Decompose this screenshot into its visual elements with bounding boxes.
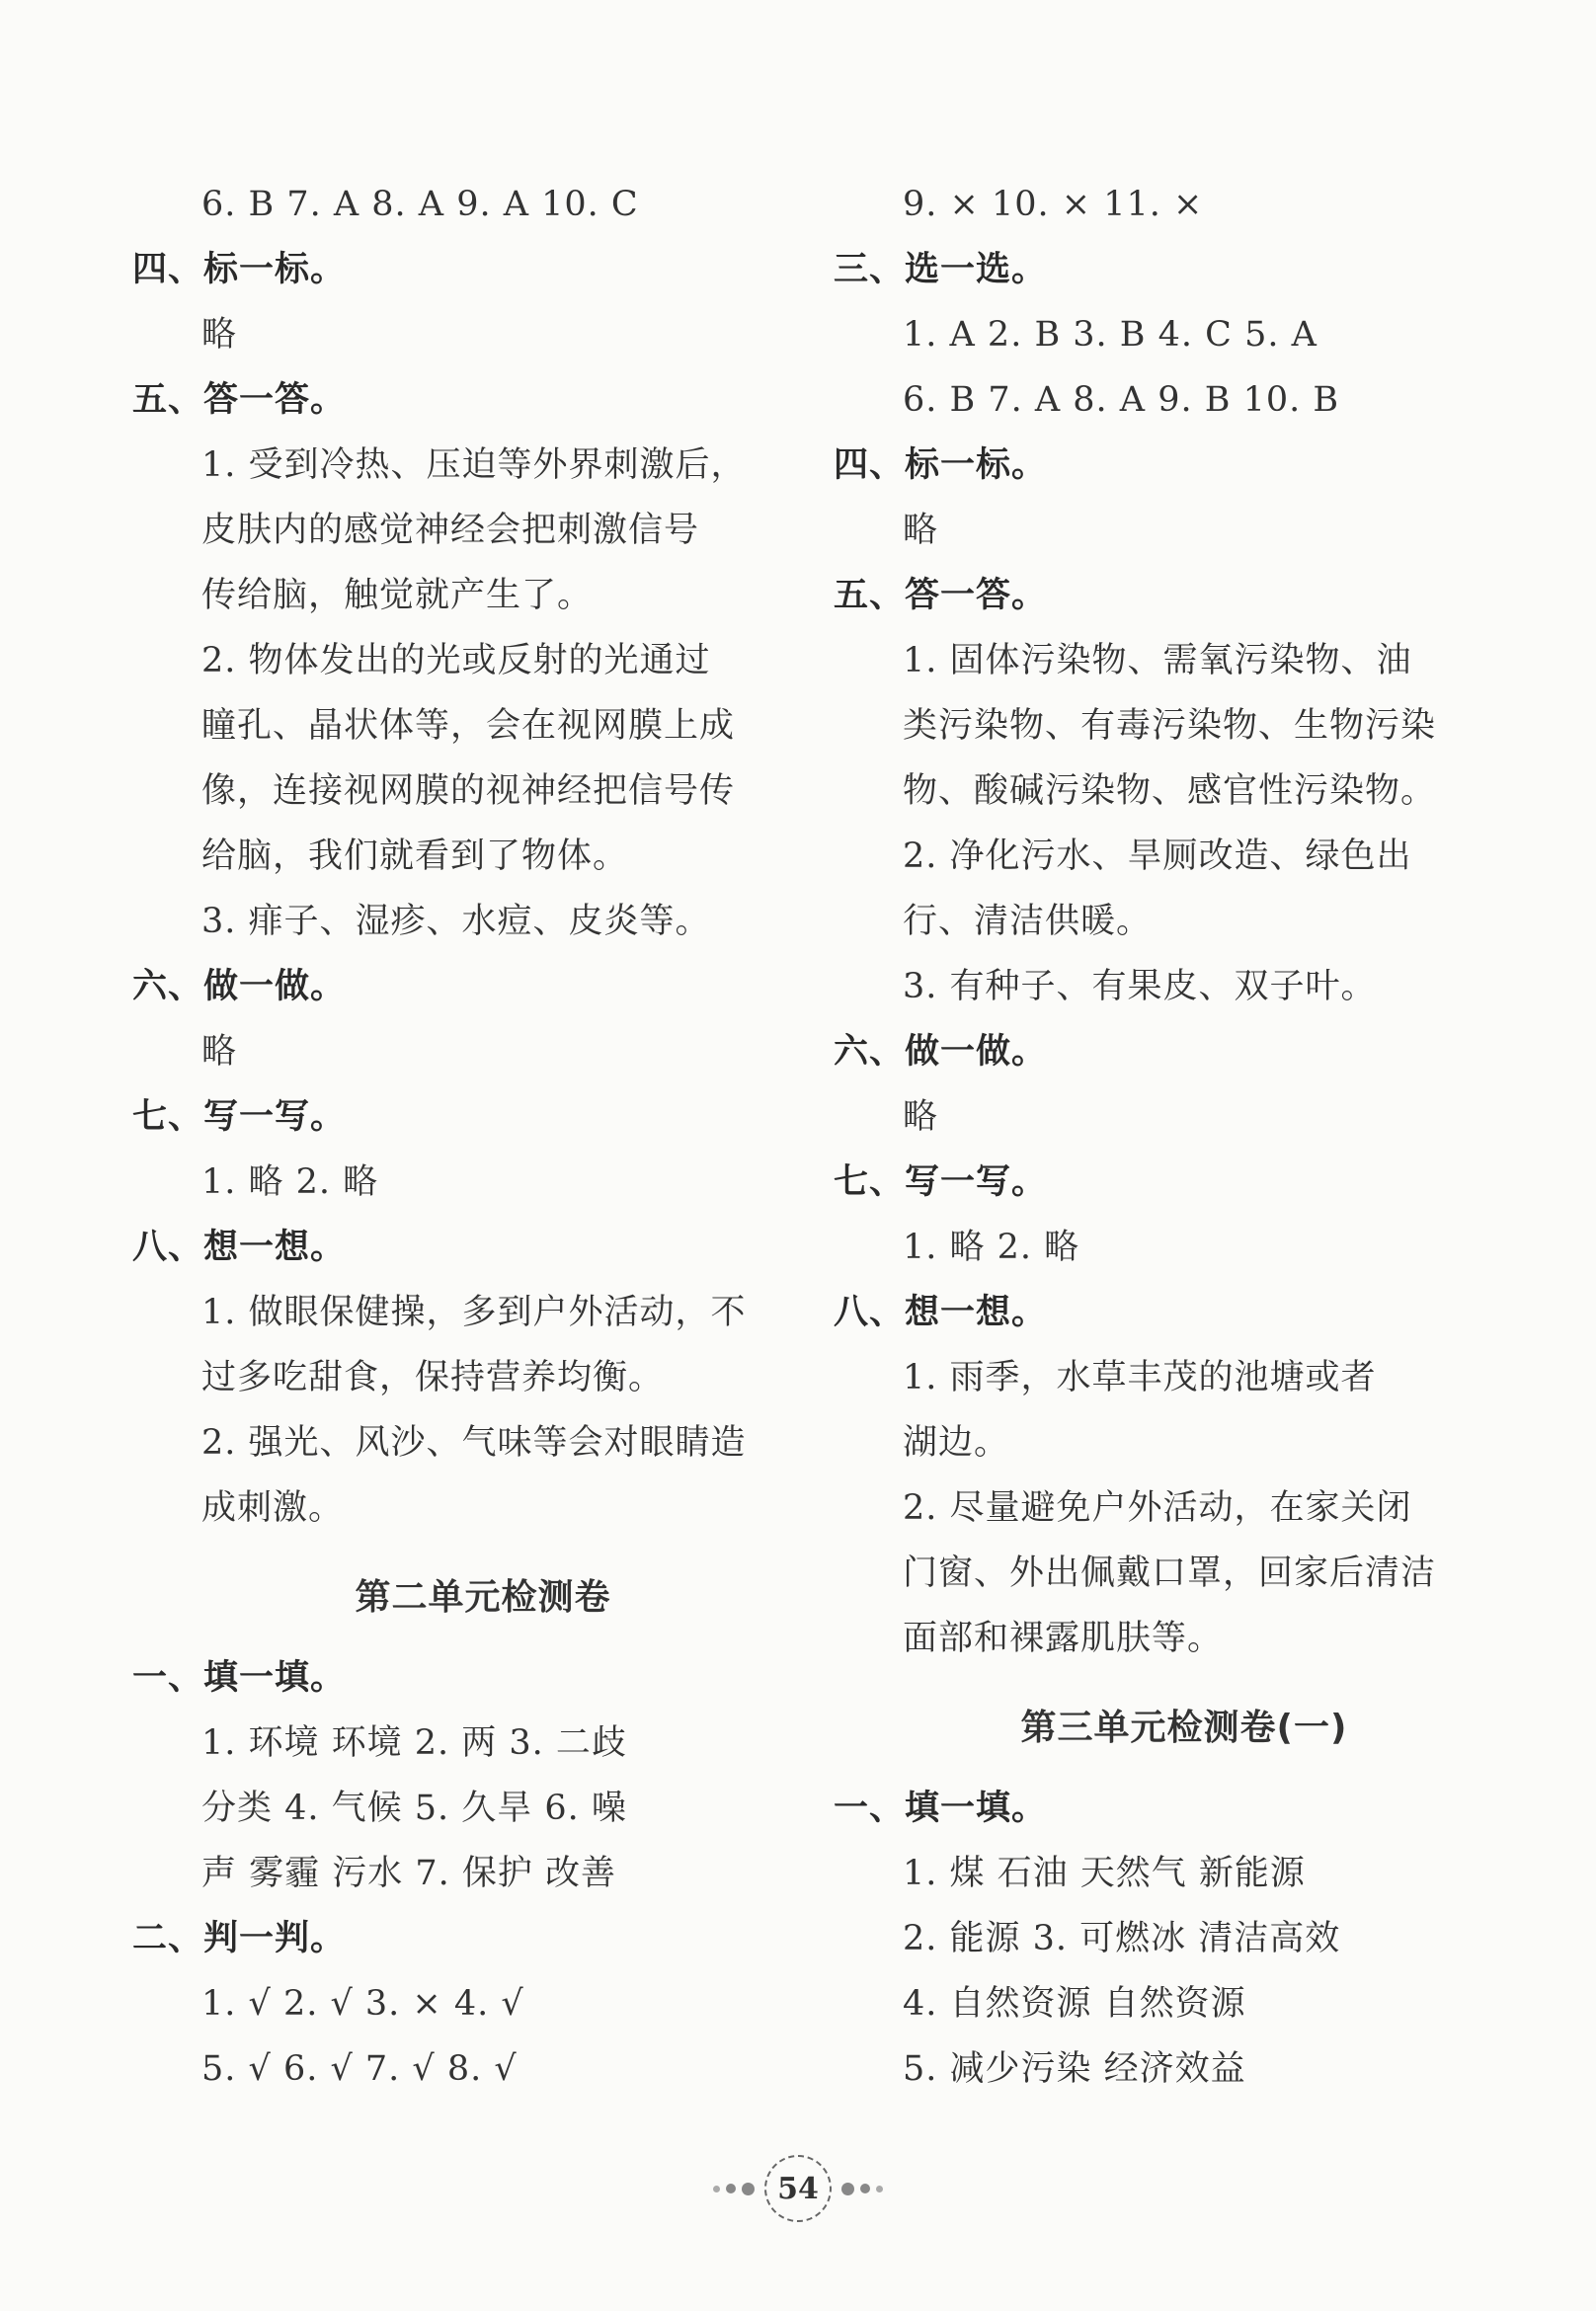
answer-line: 声 雾霾 污水 7. 保护 改善	[201, 1854, 617, 1893]
answer-line: 略	[903, 511, 939, 550]
footer-dots-left	[713, 2183, 755, 2195]
section-heading: 六、做一做。	[132, 967, 347, 1006]
answer-line: 1. 煤 石油 天然气 新能源	[903, 1854, 1306, 1893]
answer-line: 物、酸碱污染物、感官性污染物。	[903, 771, 1437, 811]
answer-line: 1. 雨季，水草丰茂的池塘或者	[903, 1358, 1377, 1397]
answer-line: 1. 受到冷热、压迫等外界刺激后，	[201, 445, 747, 485]
answer-line: 3. 痱子、湿疹、水痘、皮炎等。	[201, 902, 711, 941]
answer-line: 2. 强光、风沙、气味等会对眼睛造	[201, 1423, 747, 1463]
answer-line: 6. B 7. A 8. A 9. A 10. C	[201, 185, 639, 224]
answer-line: 4. 自然资源 自然资源	[903, 1984, 1246, 2024]
section-heading: 三、选一选。	[834, 250, 1048, 289]
answer-line: 1. 环境 环境 2. 两 3. 二歧	[201, 1723, 627, 1763]
section-heading: 四、标一标。	[132, 250, 347, 289]
answer-line: 成刺激。	[201, 1488, 345, 1528]
answer-line: 行、清洁供暖。	[903, 902, 1153, 941]
answer-line: 1. 固体污染物、需氧污染物、油	[903, 641, 1412, 680]
answer-line: 给脑，我们就看到了物体。	[201, 837, 629, 876]
section-heading: 八、想一想。	[834, 1293, 1048, 1332]
answer-line: 略	[201, 315, 238, 355]
page-footer	[0, 2155, 1596, 2222]
section-heading: 二、判一判。	[132, 1919, 347, 1958]
right-column	[834, 172, 1466, 2102]
section-heading: 七、写一写。	[132, 1097, 347, 1137]
answer-line: 2. 净化污水、旱厕改造、绿色出	[903, 837, 1412, 876]
answer-line: 皮肤内的感觉神经会把刺激信号	[201, 511, 700, 550]
section-heading: 五、答一答。	[132, 380, 347, 420]
section-heading: 五、答一答。	[834, 576, 1048, 615]
unit-title: 第三单元检测卷(一)	[1020, 1708, 1348, 1748]
answer-line: 分类 4. 气候 5. 久旱 6. 噪	[201, 1789, 627, 1828]
page-number: 54	[764, 2155, 832, 2222]
section-heading: 六、做一做。	[834, 1032, 1048, 1072]
answer-line: 6. B 7. A 8. A 9. B 10. B	[903, 380, 1340, 420]
footer-dots-right	[841, 2183, 883, 2195]
unit-title: 第二单元检测卷	[355, 1577, 611, 1618]
answer-line: 3. 有种子、有果皮、双子叶。	[903, 967, 1377, 1006]
answer-line: 1. 略 2. 略	[201, 1162, 379, 1202]
answer-line: 过多吃甜食，保持营养均衡。	[201, 1358, 665, 1397]
answer-line: 1. √ 2. √ 3. × 4. √	[201, 1984, 524, 2024]
answer-line: 略	[201, 1032, 238, 1072]
answer-line: 2. 能源 3. 可燃冰 清洁高效	[903, 1919, 1341, 1958]
answer-line: 传给脑，触觉就产生了。	[201, 576, 594, 615]
answer-line: 类污染物、有毒污染物、生物污染	[903, 706, 1437, 746]
section-heading: 八、想一想。	[132, 1228, 347, 1267]
section-heading: 一、填一填。	[132, 1658, 347, 1698]
section-heading: 一、填一填。	[834, 1789, 1048, 1828]
answer-line: 2. 尽量避免户外活动，在家关闭	[903, 1488, 1412, 1528]
answer-line: 5. 减少污染 经济效益	[903, 2049, 1246, 2089]
answer-line: 瞳孔、晶状体等，会在视网膜上成	[201, 706, 736, 746]
section-heading: 四、标一标。	[834, 445, 1048, 485]
answer-line: 2. 物体发出的光或反射的光通过	[201, 641, 711, 680]
answer-line: 门窗、外出佩戴口罩，回家后清洁	[903, 1554, 1437, 1593]
left-column	[132, 172, 764, 2102]
section-heading: 七、写一写。	[834, 1162, 1048, 1202]
answer-line: 5. √ 6. √ 7. √ 8. √	[201, 2049, 518, 2089]
answer-line: 略	[903, 1097, 939, 1137]
answer-line: 湖边。	[903, 1423, 1010, 1463]
answer-line: 像，连接视网膜的视神经把信号传	[201, 771, 736, 811]
answer-line: 9. × 10. × 11. ×	[903, 185, 1204, 224]
answer-line: 1. 做眼保健操，多到户外活动，不	[201, 1293, 747, 1332]
answer-line: 面部和裸露肌肤等。	[903, 1619, 1224, 1658]
answer-line: 1. 略 2. 略	[903, 1228, 1080, 1267]
answer-line: 1. A 2. B 3. B 4. C 5. A	[903, 315, 1317, 355]
